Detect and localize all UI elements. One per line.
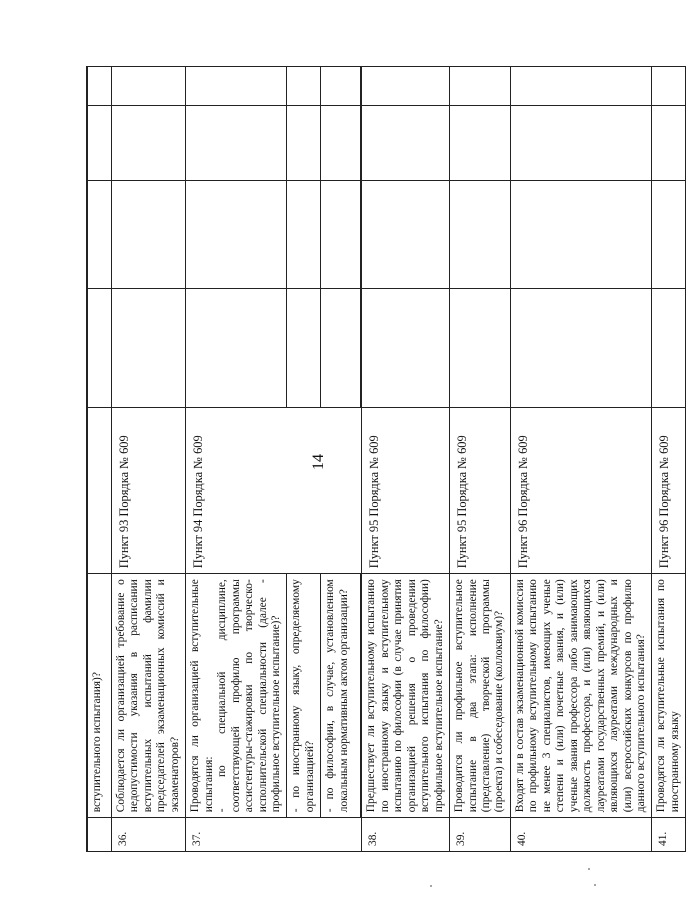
cell-blank: [510, 67, 652, 106]
cell-blank: [362, 180, 450, 289]
scan-speck: [588, 868, 590, 870]
table-row: [186, 67, 287, 852]
cell-question-subitem: - по философии, в случае, установленном локальным нормативным актом организации?: [321, 574, 361, 818]
cell-reference: Пункт 96 Порядка № 609: [652, 407, 686, 574]
cell-blank: [652, 67, 686, 106]
cell-blank: [287, 105, 321, 180]
cell-number: 40.: [510, 818, 652, 852]
cell-blank: [450, 67, 511, 106]
cell-reference: Пункт 95 Порядка № 609: [450, 407, 511, 574]
table-row: [88, 67, 112, 852]
cell-reference: Пункт 93 Порядка № 609: [112, 407, 186, 574]
cell-blank: [362, 289, 450, 407]
cell-reference: Пункт 94 Порядка № 609: [186, 407, 362, 574]
table-row: [112, 67, 186, 852]
cell-blank: [362, 105, 450, 180]
table-row: [652, 67, 686, 852]
cell-question: Входят ли в состав экзаменационной комиссии по профильному вступительному испытанию не менее 3 специалистов, имеющих ученые степени и (или) почетные звания, и (или) ученые звания профессора либо занимающих должность профессора, и (или) являющихся лауреатами государственных премий, и (или) являющихся лауреатами международных и (или) всероссийских конкурсов по профилю данного вступительного испытания?: [510, 574, 652, 818]
cell-blank: [112, 289, 186, 407]
cell-blank: [186, 289, 287, 407]
cell-number: 36.: [112, 818, 186, 852]
table-row: [510, 67, 652, 852]
cell-number: 41.: [652, 818, 686, 852]
checklist-table-container: [86, 66, 681, 852]
cell-blank: [88, 105, 112, 180]
cell-blank: [112, 105, 186, 180]
cell-blank: [510, 105, 652, 180]
cell-blank: [321, 289, 361, 407]
cell-number: [88, 818, 112, 852]
scan-speck: [594, 884, 596, 886]
cell-blank: [450, 180, 511, 289]
cell-blank: [652, 289, 686, 407]
cell-blank: [88, 180, 112, 289]
cell-blank: [362, 67, 450, 106]
cell-blank: [287, 67, 321, 106]
cell-question: Проводится ли профильное вступительное испытание в два этапа: исполнение (представление) творческой программы (проекта) и собеседование (коллоквиум)?: [450, 574, 511, 818]
cell-blank: [652, 105, 686, 180]
cell-number: 38.: [362, 818, 450, 852]
cell-blank: [321, 180, 361, 289]
cell-blank: [112, 180, 186, 289]
cell-question: Проводятся ли вступительные испытания по иностранному языку: [652, 574, 686, 818]
cell-blank: [652, 180, 686, 289]
cell-question-subitem: - по иностранному языку, определяемому организацией?: [287, 574, 321, 818]
cell-blank: [186, 67, 287, 106]
cell-reference: [88, 407, 112, 574]
question-intro: Проводятся ли организацией вступительные испытания:: [189, 579, 215, 813]
cell-blank: [510, 180, 652, 289]
cell-blank: [321, 105, 361, 180]
cell-question: Соблюдается ли организацией требование о недопустимости указания в расписании вступительных испытаний фамилии председателей экзаменационных комиссий и экзаменаторов?: [112, 574, 186, 818]
cell-number: 39.: [450, 818, 511, 852]
cell-blank: [450, 289, 511, 407]
cell-reference: Пункт 95 Порядка № 609: [362, 407, 450, 574]
checklist-table: [87, 66, 686, 852]
cell-reference: Пункт 96 Порядка № 609: [510, 407, 652, 574]
cell-blank: [287, 180, 321, 289]
cell-blank: [321, 67, 361, 106]
scan-speck: [430, 885, 432, 887]
cell-blank: [450, 105, 511, 180]
cell-number: 37.: [186, 818, 362, 852]
cell-blank: [112, 67, 186, 106]
cell-question: Предшествует ли вступительному испытанию по иностранному языку и вступительному испытанию по философии (в случае принятия организацией решения о проведении вступительного испытания по философии) профильное вступительное испытание?: [362, 574, 450, 818]
page-number: 14: [310, 454, 327, 470]
question-subitem: - по специальной дисциплине, соответствующей профилю программы ассистентуры-стажировки по творческо-исполнительской специальности (далее - профильное вступительное испытание)?: [216, 579, 282, 813]
cell-blank: [186, 105, 287, 180]
cell-question: вступительного испытания)?: [88, 574, 112, 818]
cell-blank: [88, 289, 112, 407]
cell-blank: [186, 180, 287, 289]
cell-blank: [88, 67, 112, 106]
cell-question: [186, 574, 287, 818]
table-row: [450, 67, 511, 852]
cell-blank: [287, 289, 321, 407]
table-row: [362, 67, 450, 852]
cell-blank: [510, 289, 652, 407]
